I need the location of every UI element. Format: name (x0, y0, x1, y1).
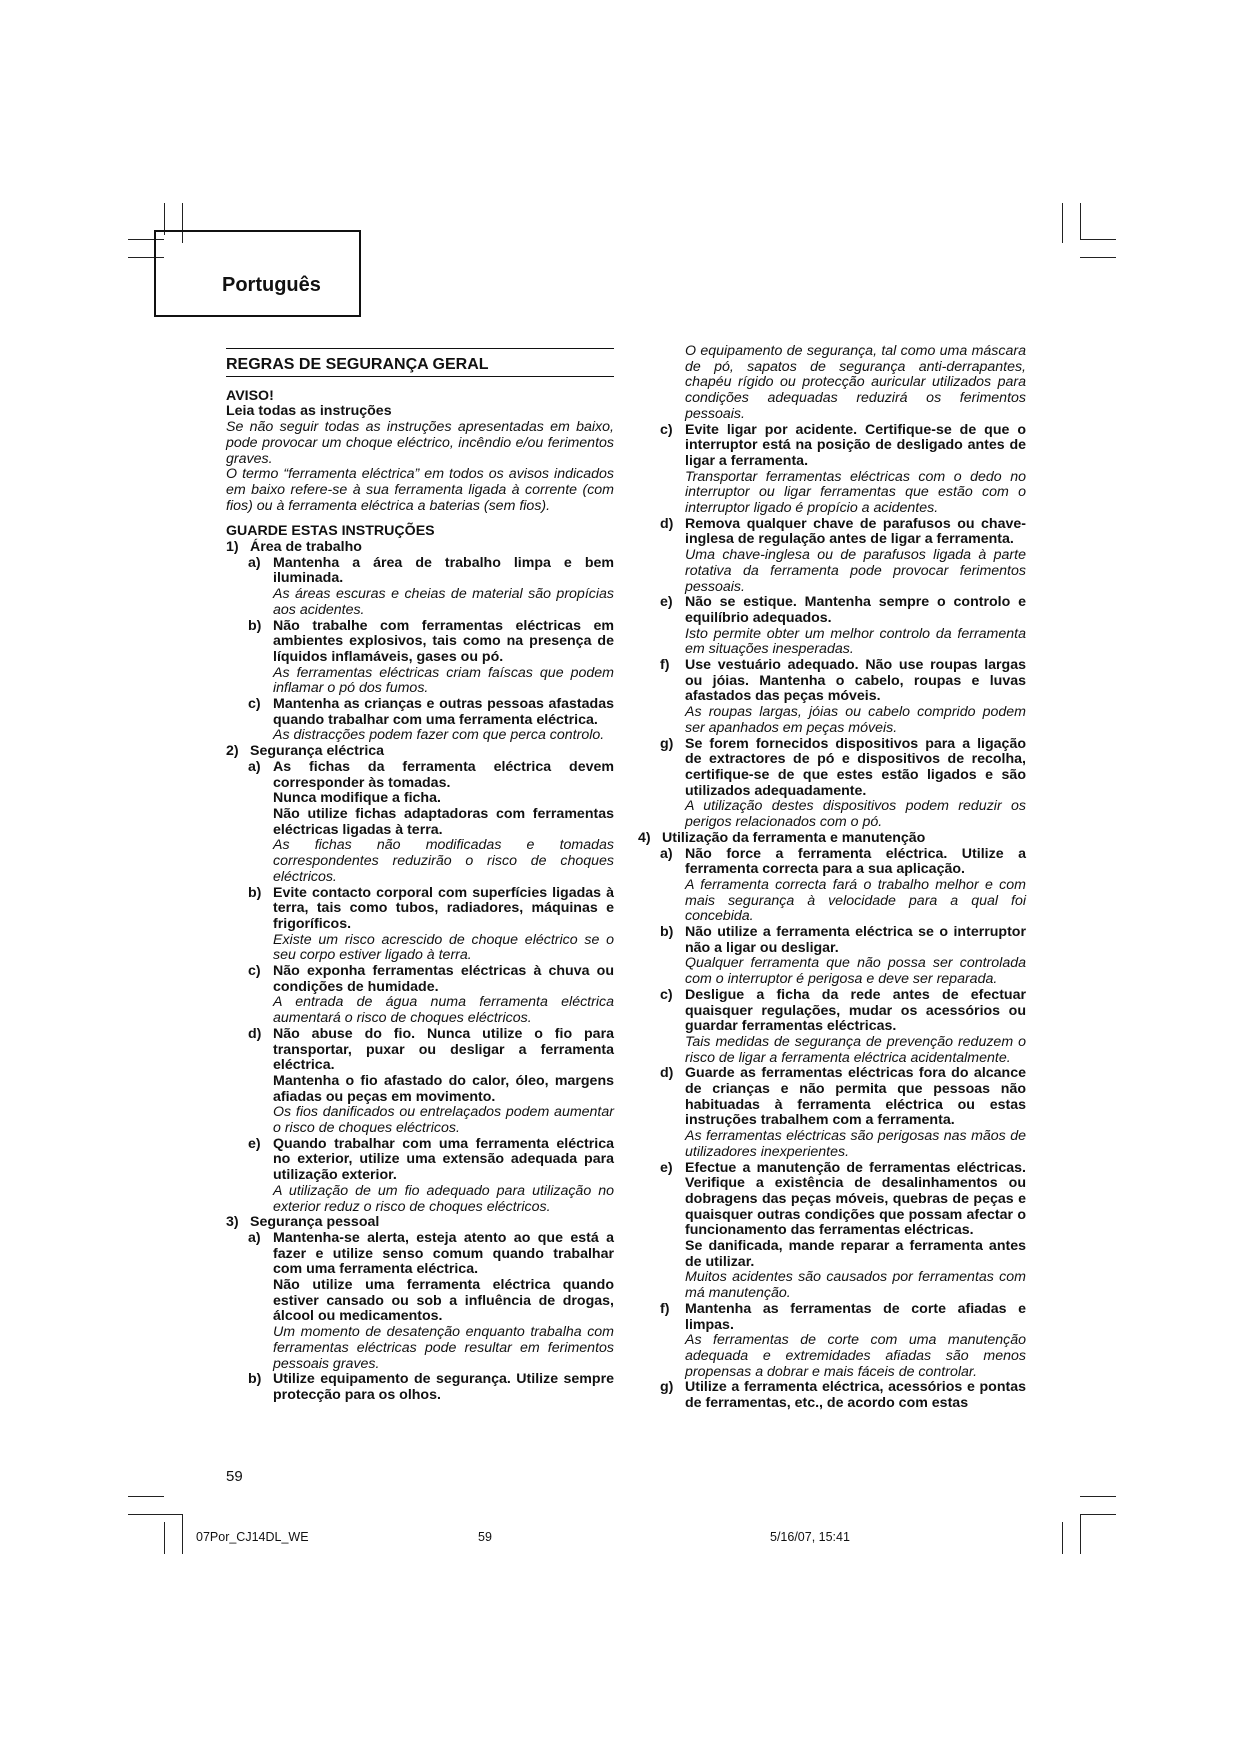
item-bold: Não exponha ferramentas eléctricas à chuva ou condições de humidade. (273, 963, 614, 995)
footer-file: 07Por_CJ14DL_WE (196, 1530, 309, 1544)
list-item (660, 847, 1026, 926)
list-item (248, 760, 614, 886)
section-heading: REGRAS DE SEGURANÇA GERAL (226, 348, 614, 377)
list-item (248, 1027, 614, 1137)
section-title: Área de trabalho (250, 539, 362, 556)
list-item (660, 988, 1026, 1067)
list-item (660, 595, 1026, 658)
crop-mark (1080, 203, 1081, 239)
item-italic: As roupas largas, jóias ou cabelo comprido podem ser apanhados em peças móveis. (685, 704, 1026, 736)
footer-page: 59 (478, 1530, 492, 1544)
item-bold: Se danificada, mande reparar a ferramenta antes de utilizar. (685, 1238, 1026, 1270)
section-4 (638, 831, 1026, 1412)
item-label: e) (660, 1159, 673, 1176)
save-instructions: GUARDE ESTAS INSTRUÇÕES (226, 523, 435, 540)
item-italic: Um momento de desatenção enquanto trabalha com ferramentas eléctricas pode resultar em ferimentos pessoais graves. (273, 1324, 614, 1372)
item-bold: Desligue a ficha da rede antes de efectuar quaisquer regulações, mudar os acessórios ou guardar ferramentas eléctricas. (685, 986, 1026, 1035)
crop-mark (128, 1514, 182, 1515)
list-item (248, 964, 614, 1027)
item-bold: Guarde as ferramentas eléctricas fora do alcance de crianças e não permita que pessoas não habituadas à ferramenta eléctrica ou estas instruções trabalhem com a ferramenta. (685, 1065, 1026, 1129)
item-bold: Utilize equipamento de segurança. Utilize sempre protecção para os olhos. (273, 1371, 614, 1403)
item-bold: Use vestuário adequado. Não use roupas largas ou jóias. Mantenha o cabelo, roupas e luvas afastados das peças móveis. (685, 657, 1026, 705)
warning-text: O termo “ferramenta eléctrica” em todos os avisos indicados em baixo refere-se à sua ferramenta ligada à corrente (com fios) ou à ferramenta eléctrica a baterias (sem fios). (226, 466, 614, 514)
item-label: e) (660, 594, 673, 611)
list-item (660, 1066, 1026, 1160)
item-bold: Mantenha-se alerta, esteja atento ao que está a fazer e utilize senso comum quando trabalhar com uma ferramenta eléctrica. (273, 1229, 614, 1278)
list-item (660, 1380, 1026, 1411)
list-item (660, 1161, 1026, 1302)
item-italic: Existe um risco acrescido de choque eléctrico se o seu corpo estiver ligado à terra. (273, 931, 614, 964)
section-number: 1) (226, 539, 239, 556)
item-label: c) (660, 421, 673, 438)
item-bold: Evite contacto corporal com superfícies ligadas à terra, tais como tubos, radiadores, máquinas e frigoríficos. (273, 884, 614, 932)
item-bold: Não utilize a ferramenta eléctrica se o interruptor não a ligar ou desligar. (685, 924, 1026, 956)
list-item (248, 1137, 614, 1216)
item-label: c) (248, 696, 261, 713)
item-italic: A utilização de um fio adequado para utilização no exterior reduz o risco de choques eléctricos. (273, 1182, 614, 1215)
item-label: b) (248, 884, 262, 901)
item-italic: As fichas não modificadas e tomadas correspondentes reduzirão o risco de choques eléctricos. (273, 837, 614, 885)
item-italic: Os fios danificados ou entrelaçados podem aumentar o risco de choques eléctricos. (273, 1104, 614, 1137)
section-title: Utilização da ferramenta e manutenção (662, 829, 926, 846)
item-italic: As distracções podem fazer com que perca controlo. (273, 727, 605, 744)
item-label: a) (248, 758, 261, 775)
item-label: d) (660, 1065, 674, 1082)
list-item-continuation (660, 344, 1026, 423)
section-number: 2) (226, 743, 239, 760)
crop-mark (164, 1522, 165, 1554)
item-bold: Não trabalhe com ferramentas eléctricas em ambientes explosivos, tais como na presença de líquidos inflamáveis, gases ou pó. (273, 617, 614, 665)
item-bold: Mantenha o fio afastado do calor, óleo, margens afiadas ou peças em movimento. (273, 1072, 614, 1105)
item-bold: Mantenha a área de trabalho limpa e bem iluminada. (273, 554, 614, 587)
item-bold: Não abuse do fio. Nunca utilize o fio para transportar, puxar ou desligar a ferramenta eléctrica. (273, 1025, 614, 1074)
crop-mark (1080, 239, 1116, 240)
crop-mark (1062, 203, 1063, 243)
item-label: g) (660, 735, 674, 752)
section-2 (226, 744, 614, 1215)
page-number: 59 (226, 1468, 243, 1485)
item-bold: Se forem fornecidos dispositivos para a ligação de extractores de pó e dispositivos de recolha, certifique-se de que estes estão ligados e são utilizados adequadamente. (685, 735, 1026, 799)
item-italic: A utilização destes dispositivos podem reduzir os perigos relacionados com o pó. (685, 798, 1026, 831)
item-label: b) (248, 617, 262, 634)
item-italic: Transportar ferramentas eléctricas com o dedo no interruptor ou ligar ferramentas que estão com o interruptor ligado é propício a acidentes. (685, 468, 1026, 517)
list-item (660, 423, 1026, 517)
crop-mark (128, 1496, 164, 1497)
item-bold: Não se estique. Mantenha sempre o controlo e equilíbrio adequados. (685, 594, 1026, 626)
section-1 (226, 540, 614, 744)
section-number: 4) (638, 829, 651, 846)
crop-mark (1080, 1496, 1116, 1497)
item-label: c) (660, 986, 673, 1003)
item-italic: Qualquer ferramenta que não possa ser controlada com o interruptor é perigosa e deve ser reparada. (685, 955, 1026, 988)
left-column (226, 344, 614, 1404)
item-italic: As áreas escuras e cheias de material são propícias aos acidentes. (273, 586, 614, 618)
list-item (660, 737, 1026, 831)
crop-mark (1080, 257, 1116, 258)
item-bold: Mantenha as ferramentas de corte afiadas e limpas. (685, 1300, 1026, 1333)
item-italic: As ferramentas eléctricas são perigosas nas mãos de utilizadores inexperientes. (685, 1128, 1026, 1160)
right-column (638, 344, 1026, 1412)
item-label: b) (248, 1371, 262, 1388)
item-label: c) (248, 963, 261, 980)
item-bold: Quando trabalhar com uma ferramenta eléctrica no exterior, utilize uma extensão adequada para utilização exterior. (273, 1135, 614, 1184)
section-3 (226, 1215, 614, 1403)
list-item (248, 619, 614, 698)
section-number: 3) (226, 1214, 239, 1231)
crop-mark (1080, 1514, 1116, 1515)
crop-mark (1062, 1522, 1063, 1554)
crop-mark (182, 1514, 183, 1554)
item-label: a) (248, 1229, 261, 1246)
item-italic: Uma chave-inglesa ou de parafusos ligada à parte rotativa da ferramenta pode provocar ferimentos pessoais. (685, 547, 1026, 595)
item-italic: A entrada de água numa ferramenta eléctrica aumentará o risco de choques eléctricos. (273, 994, 614, 1027)
item-bold: Nunca modifique a ficha. (273, 790, 441, 807)
item-label: a) (660, 845, 673, 862)
crop-mark (1080, 1514, 1081, 1554)
item-bold: Não utilize fichas adaptadoras com ferramentas eléctricas ligadas à terra. (273, 805, 614, 838)
footer-date: 5/16/07, 15:41 (770, 1530, 850, 1544)
list-item (660, 925, 1026, 988)
item-label: e) (248, 1135, 261, 1152)
item-italic: O equipamento de segurança, tal como uma máscara de pó, sapatos de segurança anti-derrapantes, chapéu rígido ou protecção auricular utilizados para condições adequadas reduzirá os ferimentos pessoais. (685, 343, 1026, 422)
item-bold: Efectue a manutenção de ferramentas eléctricas. Verifique a existência de desalinhamentos ou dobragens das peças móveis, quebras de peças e quaisquer outras condições que possam afectar o funcionamento das ferramentas eléctricas. (685, 1159, 1026, 1239)
item-label: d) (660, 515, 674, 532)
item-italic: Isto permite obter um melhor controlo da ferramenta em situações inesperadas. (685, 625, 1026, 658)
list-item (248, 697, 614, 744)
list-item (660, 1302, 1026, 1381)
item-italic: As ferramentas eléctricas criam faíscas que podem inflamar o pó dos fumos. (273, 664, 614, 697)
list-item (248, 1372, 614, 1403)
item-label: a) (248, 554, 261, 571)
warning-title: AVISO! (226, 387, 274, 404)
item-label: d) (248, 1025, 262, 1042)
item-italic: Tais medidas de segurança de prevenção reduzem o risco de ligar a ferramenta eléctrica acidentalmente. (685, 1033, 1026, 1066)
list-item (660, 658, 1026, 737)
item-label: f) (660, 657, 670, 674)
language-tab-title: Português (222, 274, 321, 296)
warning-text: Se não seguir todas as instruções apresentadas em baixo, pode provocar um choque eléctrico, incêndio e/ou ferimentos graves. (226, 419, 614, 467)
item-bold: Evite ligar por acidente. Certifique-se de que o interruptor está na posição de desligado antes de ligar a ferramenta. (685, 421, 1026, 469)
item-italic: Muitos acidentes são causados por ferramentas com má manutenção. (685, 1269, 1026, 1302)
item-label: f) (660, 1300, 670, 1317)
item-bold: Mantenha as crianças e outras pessoas afastadas quando trabalhar com uma ferramenta eléctrica. (273, 696, 614, 728)
item-label: g) (660, 1379, 674, 1396)
item-italic: As ferramentas de corte com uma manutenção adequada e extremidades afiadas são menos propensas a dobrar e mais fáceis de controlar. (685, 1332, 1026, 1380)
section-title: Segurança pessoal (250, 1214, 380, 1231)
list-item (248, 1231, 614, 1372)
warning-subtitle: Leia todas as instruções (226, 403, 392, 420)
list-item (248, 556, 614, 619)
list-item (248, 886, 614, 965)
item-bold: Não force a ferramenta eléctrica. Utilize a ferramenta correcta para a sua aplicação. (685, 845, 1026, 878)
section-title: Segurança eléctrica (250, 743, 385, 760)
item-bold: Remova qualquer chave de parafusos ou chave-inglesa de regulação antes de ligar a ferramenta. (685, 515, 1026, 548)
item-italic: A ferramenta correcta fará o trabalho melhor e com mais segurança à velocidade para a qual foi concebida. (685, 876, 1026, 925)
item-label: b) (660, 924, 674, 941)
item-bold: Utilize a ferramenta eléctrica, acessórios e pontas de ferramentas, etc., de acordo com estas (685, 1379, 1026, 1412)
item-bold: Não utilize uma ferramenta eléctrica quando estiver cansado ou sob a influência de drogas, álcool ou medicamentos. (273, 1277, 614, 1325)
item-bold: As fichas da ferramenta eléctrica devem corresponder às tomadas. (273, 758, 614, 791)
list-item (660, 517, 1026, 596)
